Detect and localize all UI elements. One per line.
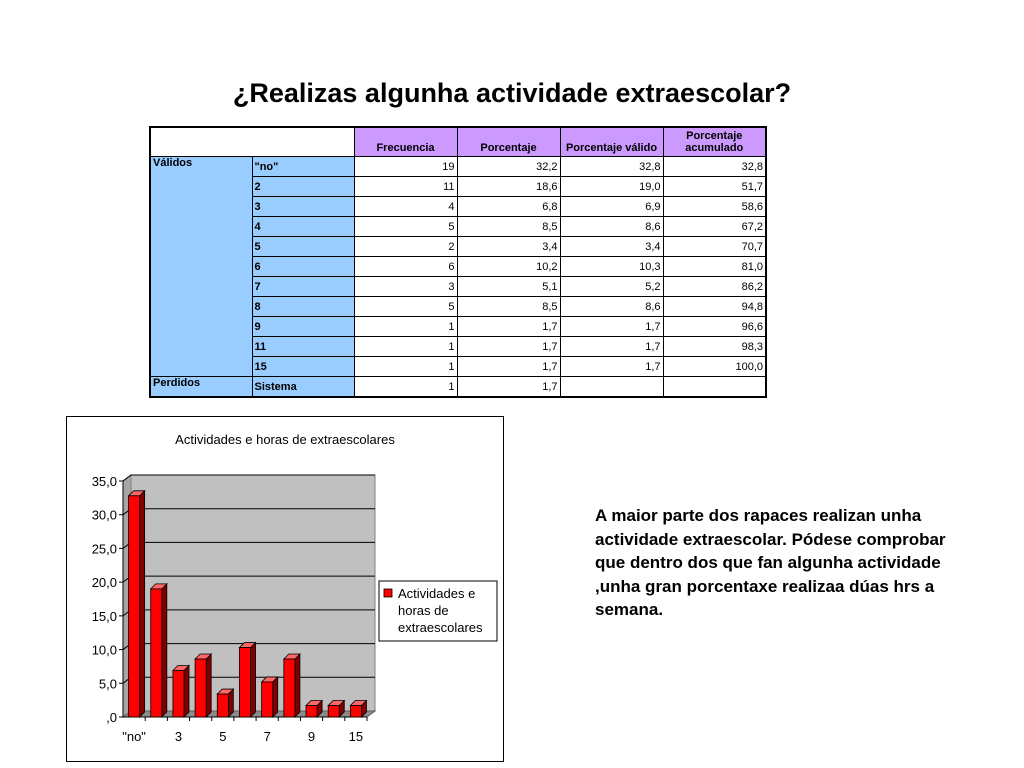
bar-side — [273, 677, 278, 717]
cell-valid — [560, 377, 663, 398]
row-label: 8 — [252, 297, 354, 317]
cell-cum: 32,8 — [663, 157, 766, 177]
bar — [328, 706, 339, 717]
x-tick-label: 9 — [307, 729, 316, 744]
row-label: 3 — [252, 197, 354, 217]
bar-side — [295, 654, 300, 717]
cell-cum: 96,6 — [663, 317, 766, 337]
cell-valid: 32,8 — [560, 157, 663, 177]
cell-freq: 3 — [354, 277, 457, 297]
cell-valid: 8,6 — [560, 217, 663, 237]
cell-valid: 10,3 — [560, 257, 663, 277]
x-tick-label: 7 — [263, 729, 271, 744]
cell-cum: 94,8 — [663, 297, 766, 317]
x-tick-label: 15 — [348, 729, 364, 744]
cell-cum: 58,6 — [663, 197, 766, 217]
x-tick-label: 3 — [174, 729, 183, 744]
y-tick-label: ,0 — [106, 710, 117, 725]
x-tick-label: "no" — [122, 729, 146, 744]
cell-cum — [663, 377, 766, 398]
row-label: Sistema — [252, 377, 354, 398]
x-tick-label: 5 — [219, 729, 227, 744]
bar-side — [140, 491, 145, 717]
cell-pct: 1,7 — [457, 357, 560, 377]
bar-side — [206, 654, 211, 717]
cell-freq: 2 — [354, 237, 457, 257]
header-porcentaje-acumulado: Porcentaje acumulado — [663, 127, 766, 157]
bar-chart — [66, 416, 504, 762]
cell-freq: 1 — [354, 317, 457, 337]
group-label-validos: Válidos — [150, 157, 252, 377]
legend-swatch — [384, 589, 392, 597]
bar — [350, 706, 361, 717]
bar — [195, 659, 206, 717]
cell-pct: 32,2 — [457, 157, 560, 177]
legend-label-line: extraescolares — [398, 620, 483, 635]
conclusion-text: A maior parte dos rapaces realizan unha actividade extraescolar. Pódese comprobar que dentro dos que fan algunha actividade ,unha gran porcentaxe realizaa dúas hrs a semana. — [595, 506, 946, 619]
cell-freq: 11 — [354, 177, 457, 197]
cell-pct: 1,7 — [457, 317, 560, 337]
cell-valid: 1,7 — [560, 337, 663, 357]
y-tick-label: 30,0 — [91, 507, 117, 523]
bar — [151, 589, 162, 717]
y-tick-label: 20,0 — [91, 575, 117, 591]
cell-valid: 3,4 — [560, 237, 663, 257]
y-tick-label: 35,0 — [91, 474, 117, 489]
cell-pct: 5,1 — [457, 277, 560, 297]
slide-title: ¿Realizas algunha actividade extraescolar? — [232, 78, 792, 108]
cell-freq: 19 — [354, 157, 457, 177]
row-label: 7 — [252, 277, 354, 297]
row-label: 5 — [252, 237, 354, 257]
cell-freq: 6 — [354, 257, 457, 277]
cell-valid: 8,6 — [560, 297, 663, 317]
group-label-perdidos: Perdidos — [150, 377, 252, 398]
y-tick-label: 25,0 — [91, 541, 117, 557]
row-label: 6 — [252, 257, 354, 277]
cell-cum: 98,3 — [663, 337, 766, 357]
cell-pct: 10,2 — [457, 257, 560, 277]
cell-freq: 5 — [354, 297, 457, 317]
cell-pct: 18,6 — [457, 177, 560, 197]
bar — [217, 694, 228, 717]
cell-pct: 8,5 — [457, 217, 560, 237]
legend-label-line: horas de — [398, 603, 449, 618]
table-corner — [150, 127, 354, 157]
cell-freq: 1 — [354, 377, 457, 398]
cell-pct: 1,7 — [457, 377, 560, 398]
bar — [239, 648, 250, 717]
cell-valid: 1,7 — [560, 357, 663, 377]
bar — [306, 706, 317, 717]
cell-pct: 6,8 — [457, 197, 560, 217]
y-tick-label: 5,0 — [98, 676, 117, 692]
row-label: "no" — [252, 157, 354, 177]
bar — [173, 670, 184, 717]
bar — [129, 496, 140, 717]
table-row-missing — [150, 377, 766, 398]
cell-cum: 86,2 — [663, 277, 766, 297]
row-label: 2 — [252, 177, 354, 197]
cell-cum: 70,7 — [663, 237, 766, 257]
row-label: 15 — [252, 357, 354, 377]
cell-cum: 51,7 — [663, 177, 766, 197]
cell-freq: 1 — [354, 357, 457, 377]
cell-cum: 100,0 — [663, 357, 766, 377]
cell-valid: 1,7 — [560, 317, 663, 337]
header-porcentaje: Porcentaje — [457, 127, 560, 157]
row-label: 4 — [252, 217, 354, 237]
legend-label-line: Actividades e — [398, 586, 476, 601]
y-tick-label: 15,0 — [91, 608, 117, 624]
cell-valid: 5,2 — [560, 277, 663, 297]
cell-cum: 81,0 — [663, 257, 766, 277]
table-row — [150, 157, 766, 177]
bar — [284, 659, 295, 717]
cell-valid: 6,9 — [560, 197, 663, 217]
cell-pct: 8,5 — [457, 297, 560, 317]
bar-side — [162, 584, 167, 717]
frequency-table — [149, 126, 767, 398]
cell-pct: 1,7 — [457, 337, 560, 357]
bar-side — [184, 665, 189, 717]
row-label: 9 — [252, 317, 354, 337]
bar-chart-canvas — [67, 417, 503, 761]
cell-freq: 5 — [354, 217, 457, 237]
chart-title: Actividades e horas de extraescolares — [175, 432, 395, 447]
row-label: 11 — [252, 337, 354, 357]
cell-freq: 1 — [354, 337, 457, 357]
y-tick-label: 10,0 — [91, 642, 117, 658]
bar-side — [251, 643, 256, 717]
bar — [262, 682, 273, 717]
table-header-row — [150, 127, 766, 157]
cell-freq: 4 — [354, 197, 457, 217]
header-frecuencia: Frecuencia — [354, 127, 457, 157]
cell-pct: 3,4 — [457, 237, 560, 257]
cell-valid: 19,0 — [560, 177, 663, 197]
cell-cum: 67,2 — [663, 217, 766, 237]
header-porcentaje-valido: Porcentaje válido — [560, 127, 663, 157]
